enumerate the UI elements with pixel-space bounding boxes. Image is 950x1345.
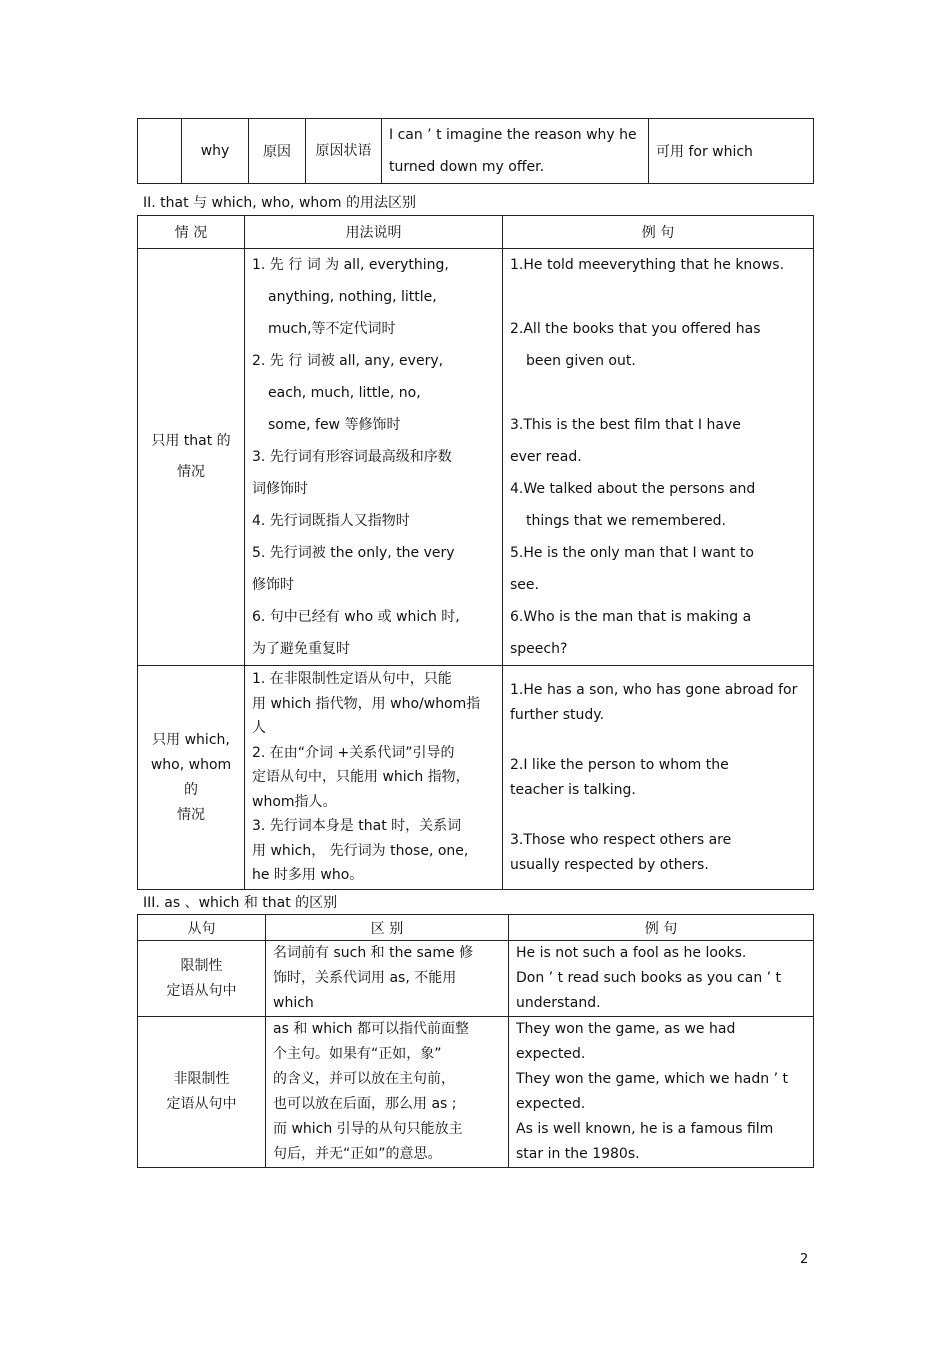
usage-only-that: 1. 先 行 词 为 all, everything, anything, nothing, little, much,等不定代词时 2. 先 行 词被 all, any, every, each, much, little, no, some, few 等修饰时 3. 先行词有形容词最高级和序数 词修饰时 4. 先行词既指人又指物时 5. 先行词被 the only, the very 修饰时 6. 句中已经有 who 或 which 时, 为了避免重复时: [245, 249, 503, 666]
cell-blank: [138, 119, 182, 184]
examples-nonrestrictive: They won the game, as we had expected. They won the game, which we hadn ’ t expected. As is well known, he is a famous film star in the 1980s.: [509, 1017, 814, 1168]
page-number: 2: [800, 1252, 809, 1267]
header-situation: 情 况: [138, 216, 245, 249]
header-examples: 例 句: [509, 915, 814, 941]
header-difference: 区 别: [266, 915, 509, 941]
header-example: 例 句: [503, 216, 814, 249]
header-clause: 从句: [138, 915, 266, 941]
examples-only-that: 1.He told meeverything that he knows. 2.All the books that you offered has been given out. 3.This is the best film that I have ever read. 4.We talked about the persons and things that we remembered. 5.He is the only man that I want to see. 6.Who is the man that is making a speech?: [503, 249, 814, 666]
clause-restrictive: 限制性 定语从句中: [138, 941, 266, 1017]
examples-only-which-who-whom: 1.He has a son, who has gone abroad for further study. 2.I like the person to whom the teacher is talking. 3.Those who respect others are usually respected by others.: [503, 666, 814, 890]
table-why-row: [137, 118, 814, 184]
section-3-caption: III. as 、which 和 that 的区别: [143, 895, 338, 911]
examples-restrictive: He is not such a fool as he looks. Don ’ t read such books as you can ’ t understand.: [509, 941, 814, 1017]
situation-only-that: 只用 that 的情况: [138, 249, 245, 666]
table-that-which: [137, 215, 814, 890]
table-as-which-that: [137, 914, 814, 1168]
situation-only-which-who-whom: 只用 which, who, whom的 情况: [138, 666, 245, 890]
cell-function: 原因状语: [306, 119, 382, 184]
section-2-caption: II. that 与 which, who, whom 的用法区别: [143, 195, 416, 211]
cell-note: 可用 for which: [649, 119, 814, 184]
cell-example: I can ’ t imagine the reason why he turned down my offer.: [382, 119, 649, 184]
clause-nonrestrictive: 非限制性 定语从句中: [138, 1017, 266, 1168]
usage-only-which-who-whom: 1. 在非限制性定语从句中，只能 用 which 指代物，用 who/whom指 人 2. 在由“介词 +关系代词”引导的 定语从句中，只能用 which 指物， whom指人。 3. 先行词本身是 that 时，关系词 用 which， 先行词为 those, one, he 时多用 who。: [245, 666, 503, 890]
header-usage: 用法说明: [245, 216, 503, 249]
difference-nonrestrictive: as 和 which 都可以指代前面整 个主句。如果有“正如，象” 的含义，并可以放在主句前， 也可以放在后面，那么用 as ; 而 which 引导的从句只能放主 句后，并无“正如”的意思。: [266, 1017, 509, 1168]
cell-meaning: 原因: [249, 119, 306, 184]
cell-word: why: [182, 119, 249, 184]
difference-restrictive: 名词前有 such 和 the same 修 饰时，关系代词用 as, 不能用 which: [266, 941, 509, 1017]
